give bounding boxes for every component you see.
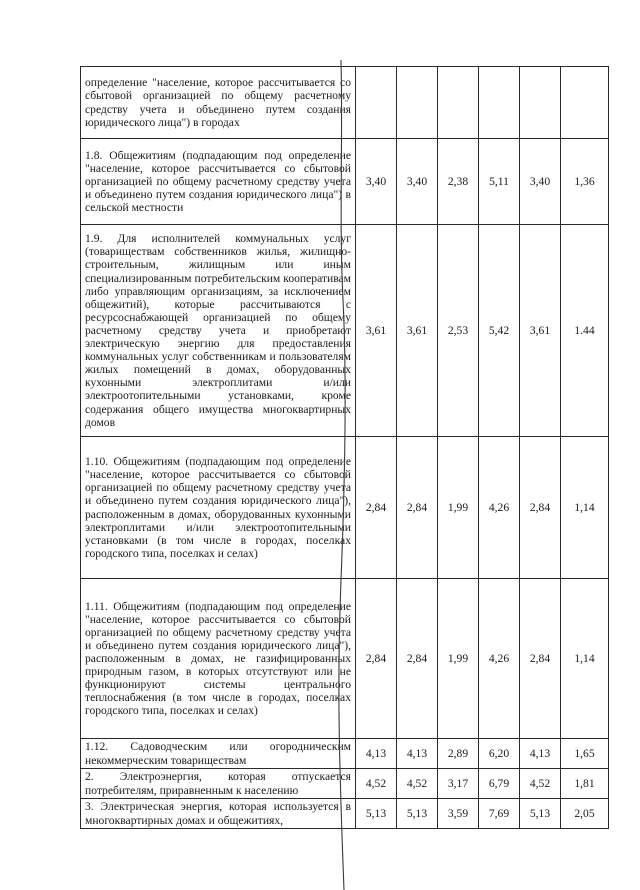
value-cell: 1,36 xyxy=(561,139,609,225)
table-row xyxy=(81,769,609,799)
value-cell: 2,53 xyxy=(438,225,479,437)
value-cell: 5,13 xyxy=(520,799,561,829)
row-description: 2. Электроэнергия, которая отпускается потребителям, приравненным к населению xyxy=(81,769,356,799)
table-row xyxy=(81,225,609,437)
value-cell: 3,61 xyxy=(397,225,438,437)
value-cell: 6,79 xyxy=(479,769,520,799)
value-cell: 2,84 xyxy=(520,437,561,579)
value-cell: 5,13 xyxy=(356,799,397,829)
value-cell: 4,26 xyxy=(479,437,520,579)
table-row xyxy=(81,579,609,739)
table-row xyxy=(81,437,609,579)
row-description: определение "население, которое рассчитывается со сбытовой организацией по общему расчетному средству учета и объединено путем создания юридического лица") в городах xyxy=(81,67,356,139)
value-cell: 7,69 xyxy=(479,799,520,829)
value-cell: 5,13 xyxy=(397,799,438,829)
value-cell: 3,40 xyxy=(397,139,438,225)
tariff-table xyxy=(80,66,609,829)
value-cell xyxy=(479,67,520,139)
row-description: 1.12. Садоводческим или огородническим некоммерческим товариществам xyxy=(81,739,356,769)
table-row xyxy=(81,739,609,769)
value-cell xyxy=(438,67,479,139)
value-cell: 4,52 xyxy=(397,769,438,799)
value-cell xyxy=(520,67,561,139)
table-row xyxy=(81,799,609,829)
value-cell: 6,20 xyxy=(479,739,520,769)
value-cell: 4,13 xyxy=(356,739,397,769)
table-row xyxy=(81,139,609,225)
value-cell: 4,52 xyxy=(356,769,397,799)
value-cell: 5,11 xyxy=(479,139,520,225)
value-cell: 1,14 xyxy=(561,579,609,739)
value-cell: 1,81 xyxy=(561,769,609,799)
value-cell: 1,14 xyxy=(561,437,609,579)
value-cell: 4,13 xyxy=(520,739,561,769)
value-cell: 2,84 xyxy=(520,579,561,739)
value-cell: 3,59 xyxy=(438,799,479,829)
value-cell: 2,38 xyxy=(438,139,479,225)
value-cell: 2,05 xyxy=(561,799,609,829)
value-cell: 4,13 xyxy=(397,739,438,769)
value-cell: 1,99 xyxy=(438,579,479,739)
tariff-table-body xyxy=(81,67,609,829)
value-cell: 2,84 xyxy=(397,579,438,739)
value-cell: 1,65 xyxy=(561,739,609,769)
row-description: 1.8. Общежитиям (подпадающим под определение "население, которое рассчитывается со сбытовой организацией по общему расчетному средству учета и объединено путем создания юридического лица") в сельской местности xyxy=(81,139,356,225)
row-description: 3. Электрическая энергия, которая используется в многоквартирных домах и общежитиях, xyxy=(81,799,356,829)
value-cell xyxy=(561,67,609,139)
value-cell xyxy=(356,67,397,139)
value-cell: 1.44 xyxy=(561,225,609,437)
value-cell: 4,52 xyxy=(520,769,561,799)
value-cell: 3,17 xyxy=(438,769,479,799)
value-cell: 2,89 xyxy=(438,739,479,769)
value-cell: 3,61 xyxy=(520,225,561,437)
value-cell: 5,42 xyxy=(479,225,520,437)
row-description: 1.10. Общежитиям (подпадающим под определение "население, которое рассчитывается со сбытовой организацией по общему расчетному средству учета и объединено путем создания юридического лица"), расположенным в домах, оборудованных кухонными электроплитами и/или электроотопительными установками (в том числе в городах, поселках городского типа, поселках и селах) xyxy=(81,437,356,579)
value-cell: 4,26 xyxy=(479,579,520,739)
value-cell: 3,40 xyxy=(356,139,397,225)
value-cell: 3,40 xyxy=(520,139,561,225)
table-row xyxy=(81,67,609,139)
value-cell: 3,61 xyxy=(356,225,397,437)
value-cell: 2,84 xyxy=(397,437,438,579)
value-cell xyxy=(397,67,438,139)
value-cell: 2,84 xyxy=(356,579,397,739)
row-description: 1.9. Для исполнителей коммунальных услуг (товариществам собственников жилья, жилищно-строительным, жилищным или иным специализированным потребительским кооперативам либо управляющим организациям, за исключением общежитий), которые рассчитываются с ресурсоснабжающей организацией по общему расчетному средству учета и приобретают электрическую энергию для предоставления коммунальных услуг собственникам и пользователям жилых помещений в домах, оборудованных кухонными электроплитами и/или электроотопительными установками, кроме содержания общего имущества многоквартирных домов xyxy=(81,225,356,437)
row-description: 1.11. Общежитиям (подпадающим под определение "население, которое рассчитывается со сбытовой организацией по общему расчетному средству учета и объединено путем создания юридического лица"), расположенным в домах, не газифицированных природным газом, в которых отсутствуют или не функционируют системы центрального теплоснабжения (в том числе в городах, поселках городского типа, поселках и селах) xyxy=(81,579,356,739)
value-cell: 1,99 xyxy=(438,437,479,579)
value-cell: 2,84 xyxy=(356,437,397,579)
